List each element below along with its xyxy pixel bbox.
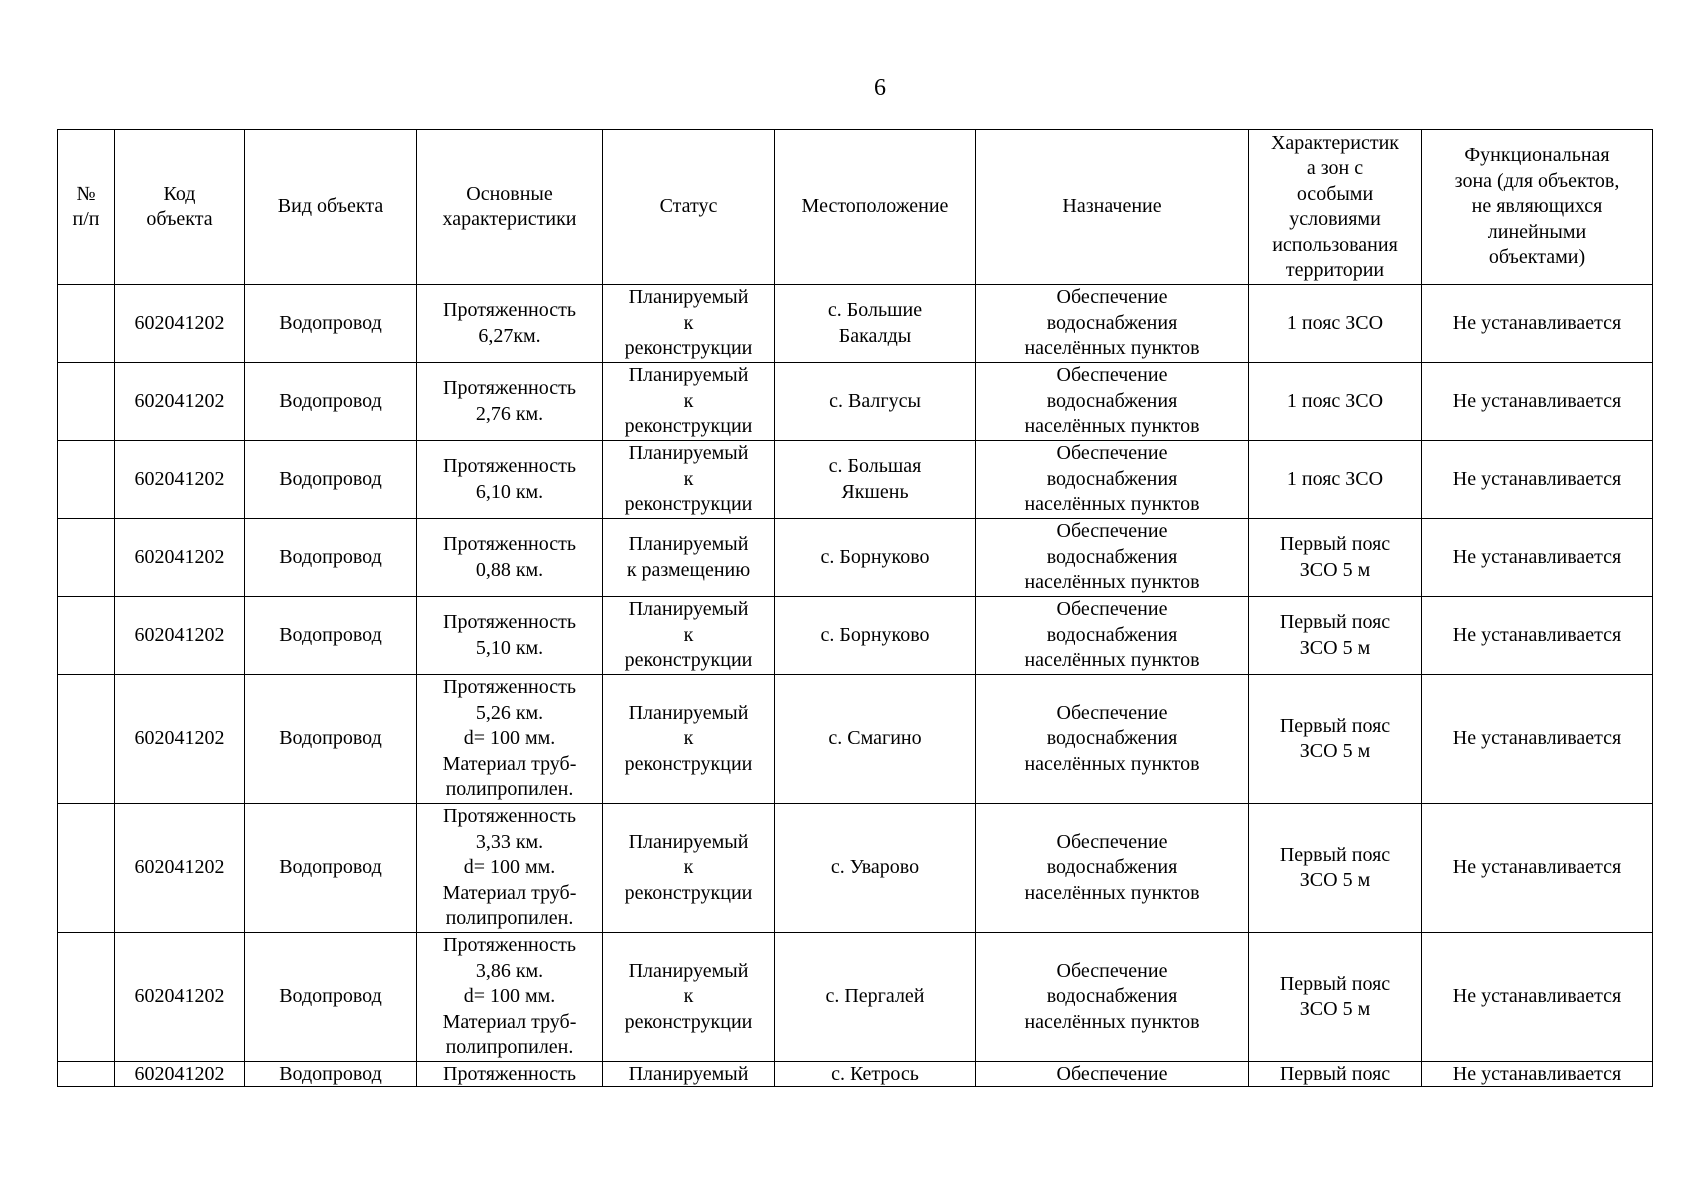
table-cell: Водопровод [245, 597, 417, 675]
table-cell [58, 441, 115, 519]
table-cell: Планируемый к размещению [603, 519, 775, 597]
table-cell: 1 пояс ЗСО [1249, 285, 1422, 363]
table-cell: Не устанавливается [1422, 441, 1653, 519]
table-cell: Планируемый к реконструкции [603, 804, 775, 933]
table-cell [58, 363, 115, 441]
table-cell: Протяженность 6,10 км. [417, 441, 603, 519]
table-cell: Водопровод [245, 363, 417, 441]
table-cell: Первый пояс ЗСО 5 м [1249, 675, 1422, 804]
table-cell: 1 пояс ЗСО [1249, 363, 1422, 441]
table-row [58, 675, 1653, 804]
table-row [58, 1062, 1653, 1087]
table-cell: Планируемый к реконструкции [603, 285, 775, 363]
table-cell: Обеспечение водоснабжения населённых пунктов [976, 597, 1249, 675]
table-cell: 602041202 [115, 1062, 245, 1087]
table-cell: Водопровод [245, 519, 417, 597]
table-cell: Планируемый к реконструкции [603, 441, 775, 519]
table-cell: Не устанавливается [1422, 933, 1653, 1062]
table-cell: с. Валгусы [775, 363, 976, 441]
table-cell: Не устанавливается [1422, 519, 1653, 597]
table-cell: Протяженность 3,33 км. d= 100 мм. Материал труб- полипропилен. [417, 804, 603, 933]
table-row [58, 441, 1653, 519]
table-cell: с. Борнуково [775, 597, 976, 675]
table-cell [58, 597, 115, 675]
table-row [58, 285, 1653, 363]
objects-table [57, 129, 1653, 1087]
table-cell: Не устанавливается [1422, 675, 1653, 804]
table-row [58, 597, 1653, 675]
table-cell [58, 519, 115, 597]
table-cell: Обеспечение водоснабжения населённых пунктов [976, 285, 1249, 363]
table-cell: Протяженность [417, 1062, 603, 1087]
table-row [58, 933, 1653, 1062]
header-cell: Назначение [976, 130, 1249, 285]
table-cell: Протяженность 5,10 км. [417, 597, 603, 675]
table-cell: Планируемый к реконструкции [603, 675, 775, 804]
table-row [58, 804, 1653, 933]
table-cell: Не устанавливается [1422, 1062, 1653, 1087]
table-cell: Обеспечение водоснабжения населённых пунктов [976, 363, 1249, 441]
table-cell: с. Уварово [775, 804, 976, 933]
table-cell: Водопровод [245, 1062, 417, 1087]
table-cell: Обеспечение водоснабжения населённых пунктов [976, 519, 1249, 597]
table-cell: Не устанавливается [1422, 363, 1653, 441]
header-cell: Характеристик а зон с особыми условиями использования территории [1249, 130, 1422, 285]
table-cell: Планируемый к реконструкции [603, 597, 775, 675]
table-cell: с. Большие Бакалды [775, 285, 976, 363]
table-cell: 602041202 [115, 363, 245, 441]
page-number: 6 [874, 75, 886, 101]
table-row [58, 519, 1653, 597]
table-cell: Водопровод [245, 441, 417, 519]
table-cell: Не устанавливается [1422, 597, 1653, 675]
table-cell: Планируемый к реконструкции [603, 933, 775, 1062]
table-cell: 602041202 [115, 441, 245, 519]
table-cell: Водопровод [245, 285, 417, 363]
table-cell: Водопровод [245, 675, 417, 804]
table-cell: 602041202 [115, 285, 245, 363]
table-cell: Не устанавливается [1422, 285, 1653, 363]
table-cell: 602041202 [115, 804, 245, 933]
header-cell: Код объекта [115, 130, 245, 285]
table-cell: 602041202 [115, 675, 245, 804]
table-cell: Обеспечение водоснабжения населённых пунктов [976, 675, 1249, 804]
table-cell: Водопровод [245, 804, 417, 933]
table-cell: Обеспечение водоснабжения населённых пунктов [976, 804, 1249, 933]
table-cell: Планируемый [603, 1062, 775, 1087]
table-cell: с. Кетрось [775, 1062, 976, 1087]
table-cell: 1 пояс ЗСО [1249, 441, 1422, 519]
table-cell: Первый пояс [1249, 1062, 1422, 1087]
table-cell [58, 1062, 115, 1087]
table-cell [58, 804, 115, 933]
table-cell: Первый пояс ЗСО 5 м [1249, 519, 1422, 597]
table-cell: Обеспечение водоснабжения населённых пунктов [976, 933, 1249, 1062]
header-cell: Статус [603, 130, 775, 285]
table-cell: Протяженность 0,88 км. [417, 519, 603, 597]
table-cell: Обеспечение водоснабжения населённых пунктов [976, 441, 1249, 519]
header-cell: Вид объекта [245, 130, 417, 285]
table-cell: Протяженность 3,86 км. d= 100 мм. Материал труб- полипропилен. [417, 933, 603, 1062]
table-header-row [58, 130, 1653, 285]
table-cell: Первый пояс ЗСО 5 м [1249, 804, 1422, 933]
table-cell: Планируемый к реконструкции [603, 363, 775, 441]
table-cell: с. Пергалей [775, 933, 976, 1062]
table-cell: Первый пояс ЗСО 5 м [1249, 597, 1422, 675]
header-cell: Местоположение [775, 130, 976, 285]
table-cell: с. Большая Якшень [775, 441, 976, 519]
table-cell [58, 285, 115, 363]
table-cell: Протяженность 6,27км. [417, 285, 603, 363]
table-cell: 602041202 [115, 519, 245, 597]
header-cell: № п/п [58, 130, 115, 285]
table-cell [58, 933, 115, 1062]
table-cell: с. Смагино [775, 675, 976, 804]
table-cell: 602041202 [115, 933, 245, 1062]
table-cell [58, 675, 115, 804]
table-row [58, 363, 1653, 441]
header-cell: Функциональная зона (для объектов, не являющихся линейными объектами) [1422, 130, 1653, 285]
header-cell: Основные характеристики [417, 130, 603, 285]
table-cell: Протяженность 5,26 км. d= 100 мм. Материал труб- полипропилен. [417, 675, 603, 804]
table-cell: Водопровод [245, 933, 417, 1062]
table-cell: Протяженность 2,76 км. [417, 363, 603, 441]
table-cell: 602041202 [115, 597, 245, 675]
table-cell: с. Борнуково [775, 519, 976, 597]
table-cell: Первый пояс ЗСО 5 м [1249, 933, 1422, 1062]
table-cell: Обеспечение [976, 1062, 1249, 1087]
table-cell: Не устанавливается [1422, 804, 1653, 933]
